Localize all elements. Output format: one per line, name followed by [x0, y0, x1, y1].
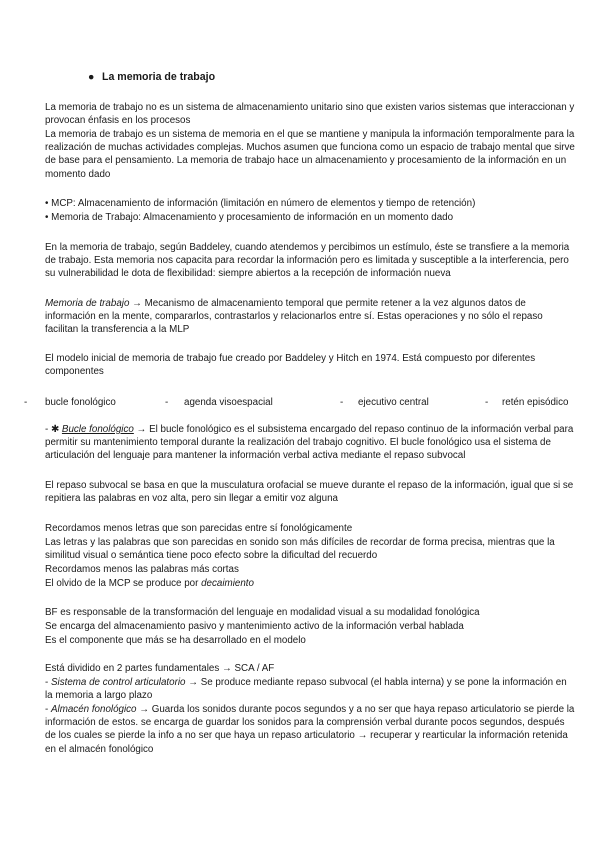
bullet-icon: ●	[88, 71, 95, 83]
recordamos-line-1: Recordamos menos letras que son parecidas entre sí fonológicamente	[45, 523, 353, 534]
component-reten-episodico: retén episódico	[502, 397, 569, 408]
sca-paragraph	[45, 676, 575, 702]
olvido-line	[45, 577, 575, 590]
sca-term: Sistema de control articulatorio	[50, 677, 186, 688]
sca-prefix: -	[45, 677, 51, 688]
working-memory-definition: • Memoria de Trabajo: Almacenamiento y procesamiento de información en un momento dado	[45, 212, 454, 223]
af-prefix: -	[45, 704, 51, 715]
sca-text: → Se produce mediante repaso subvocal (el habla interna) y se pone la información en la memoria a largo plazo	[45, 677, 567, 702]
mcp-definition: • MCP: Almacenamiento de información (limitación en número de elementos y tiempo de retención)	[45, 198, 476, 209]
mecanismo-term: Memoria de trabajo	[45, 298, 130, 309]
intro-paragraph-1: La memoria de trabajo no es un sistema de almacenamiento unitario sino que existen varios sistemas que interaccionan y provocan énfasis en los procesos	[45, 102, 575, 127]
mecanismo-text: → Mecanismo de almacenamiento temporal que permite retener a la vez algunos datos de información en la mente, compararlos, contrastarlos y relacionarlos entre sí. Estas operaciones y no sólo el repaso facilitan la transferencia a la MLP	[45, 298, 543, 336]
recordamos-line-2: Las letras y las palabras que son parecidas en sonido son más difíciles de recordar de forma precisa, mientras que la similitud visual o semántica tiene poco efecto sobre la dificultad del recuerdo	[45, 537, 555, 562]
component-dash: -	[24, 397, 28, 408]
bucle-term: Bucle fonológico	[61, 424, 134, 435]
bucle-prefix: - ✱	[45, 424, 62, 435]
component-ejecutivo-central: ejecutivo central	[358, 397, 429, 408]
section-heading	[88, 71, 215, 83]
baddeley-paragraph: En la memoria de trabajo, según Baddeley, cuando atendemos y percibimos un estímulo, éste se transfiere a la memoria de trabajo. Esta memoria nos capacita para recordar la información pero es limitada y susceptible a la interferencia, pero su vulnerabilidad le dota de flexibilidad: siempre abiertos a la recepción de información nueva	[45, 242, 570, 280]
repaso-subvocal-paragraph: El repaso subvocal se basa en que la musculatura orofacial se mueve durante el repaso de la información, igual que si se repitiera las palabras en voz alta, pero sin llegar a emitir voz alguna	[45, 480, 574, 505]
partes-intro: Está dividido en 2 partes fundamentales → SCA / AF	[45, 663, 275, 674]
decaimiento-term: decaimiento	[201, 578, 254, 589]
af-term: Almacén fonológico	[50, 704, 137, 715]
olvido-text: El olvido de la MCP se produce por	[45, 578, 202, 589]
bf-line-2: Se encarga del almacenamiento pasivo y mantenimiento activo de la información verbal hablada	[45, 621, 464, 632]
bucle-text: → El bucle fonológico es el subsistema encargado del repaso continuo de la información verbal para permitir su mantenimiento temporal durante la realización del trabajo cognitivo. El bucle fonológico usa el sistema de articulación del lenguaje para mantener la información verbal activa mediante el repaso subvocal	[45, 424, 574, 462]
component-bucle-fonologico: bucle fonológico	[45, 397, 116, 408]
section-title: La memoria de trabajo	[102, 71, 216, 83]
component-dash: -	[165, 397, 169, 408]
mecanismo-paragraph	[45, 297, 575, 337]
bucle-paragraph	[45, 423, 575, 463]
bf-line-3: Es el componente que más se ha desarrollado en el modelo	[45, 635, 306, 646]
intro-paragraph-2: La memoria de trabajo es un sistema de memoria en el que se mantiene y manipula la información temporalmente para la realización de muchas actividades complejas. Muchos asumen que funciona como un espacio de trabajo mental que sirve de base para el pensamiento. La memoria de trabajo hace un almacenamiento y procesamiento de la información en un momento dado	[45, 129, 575, 180]
af-text: → Guarda los sonidos durante pocos segundos y a no ser que haya repaso articulatorio se pierde la información de estos. se encarga de guardar los sonidos para la comprensión verbal durante pocos segundos, después de los cuales se pierde la info a no ser que haya un repaso articulatorio → recuperar y rearticular la información retenida en el almacén fonológico	[45, 704, 575, 755]
af-paragraph	[45, 703, 575, 756]
modelo-paragraph: El modelo inicial de memoria de trabajo fue creado por Baddeley y Hitch en 1974. Está compuesto por diferentes componentes	[45, 353, 536, 378]
recordamos-line-3: Recordamos menos las palabras más cortas	[45, 564, 239, 575]
bf-line-1: BF es responsable de la transformación del lenguaje en modalidad visual a su modalidad fonológica	[45, 607, 480, 618]
component-dash: -	[485, 397, 489, 408]
component-agenda-visoespacial: agenda visoespacial	[184, 397, 273, 408]
component-dash: -	[340, 397, 344, 408]
